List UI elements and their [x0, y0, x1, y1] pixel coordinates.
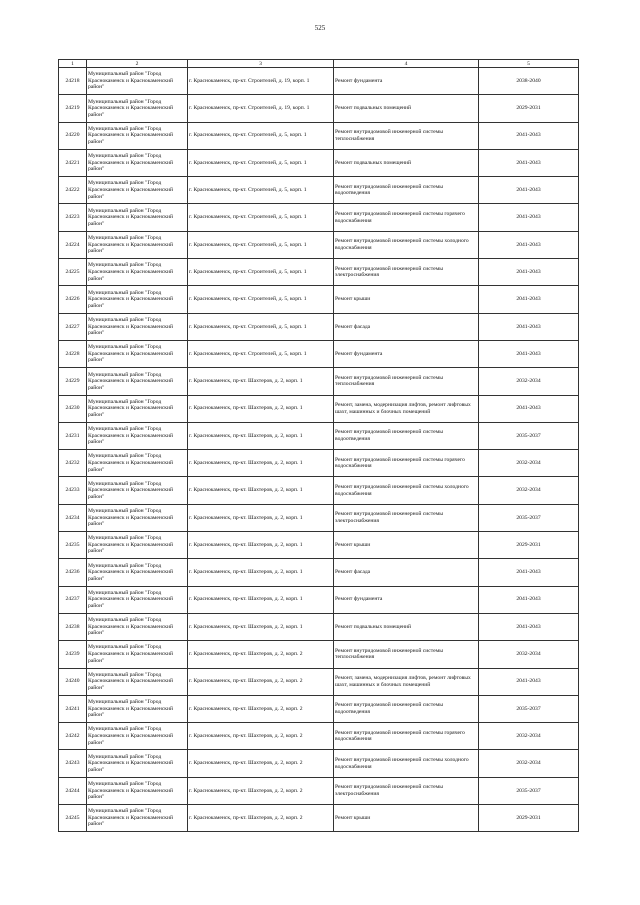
period-cell: 2032-2034	[479, 477, 579, 504]
period-cell: 2041-2043	[479, 122, 579, 149]
period-cell: 2041-2043	[479, 231, 579, 258]
table-row	[59, 641, 579, 668]
work-type-cell: Ремонт внутридомовой инженерной системы теплоснабжения	[334, 122, 479, 149]
table-row	[59, 586, 579, 613]
district-cell: Муниципальный район "Город Краснокаменск и Краснокаменский район"	[87, 422, 188, 449]
period-cell: 2041-2043	[479, 668, 579, 695]
address-cell: г. Краснокаменск, пр-кт. Строителей, д. 5, корп. 1	[188, 340, 334, 367]
period-cell: 2041-2043	[479, 313, 579, 340]
row-number-cell: 24234	[59, 504, 87, 531]
district-cell: Муниципальный район "Город Краснокаменск и Краснокаменский район"	[87, 695, 188, 722]
row-number-cell: 24244	[59, 777, 87, 804]
work-type-cell: Ремонт внутридомовой инженерной системы холодного водоснабжения	[334, 477, 479, 504]
work-type-cell: Ремонт фундамента	[334, 586, 479, 613]
row-number-cell: 24223	[59, 204, 87, 231]
work-type-cell: Ремонт крыши	[334, 532, 479, 559]
table-row	[59, 668, 579, 695]
row-number-cell: 24241	[59, 695, 87, 722]
work-type-cell: Ремонт подвальных помещений	[334, 95, 479, 122]
district-cell: Муниципальный район "Город Краснокаменск и Краснокаменский район"	[87, 613, 188, 640]
row-number-cell: 24229	[59, 368, 87, 395]
district-cell: Муниципальный район "Город Краснокаменск и Краснокаменский район"	[87, 450, 188, 477]
address-cell: г. Краснокаменск, пр-кт. Шахтеров, д. 2, корп. 1	[188, 368, 334, 395]
work-type-cell: Ремонт внутридомовой инженерной системы теплоснабжения	[334, 368, 479, 395]
address-cell: г. Краснокаменск, пр-кт. Шахтеров, д. 2, корп. 1	[188, 613, 334, 640]
row-number-cell: 24218	[59, 68, 87, 95]
table-row	[59, 723, 579, 750]
period-cell: 2035-2037	[479, 695, 579, 722]
work-type-cell: Ремонт внутридомовой инженерной системы горячего водоснабжения	[334, 723, 479, 750]
district-cell: Муниципальный район "Город Краснокаменск и Краснокаменский район"	[87, 149, 188, 176]
table-row	[59, 695, 579, 722]
district-cell: Муниципальный район "Город Краснокаменск и Краснокаменский район"	[87, 231, 188, 258]
district-cell: Муниципальный район "Город Краснокаменск и Краснокаменский район"	[87, 723, 188, 750]
district-cell: Муниципальный район "Город Краснокаменск и Краснокаменский район"	[87, 641, 188, 668]
address-cell: г. Краснокаменск, пр-кт. Строителей, д. 5, корп. 1	[188, 149, 334, 176]
address-cell: г. Краснокаменск, пр-кт. Шахтеров, д. 2, корп. 1	[188, 504, 334, 531]
work-type-cell: Ремонт внутридомовой инженерной системы электроснабжения	[334, 504, 479, 531]
address-cell: г. Краснокаменск, пр-кт. Шахтеров, д. 2, корп. 1	[188, 450, 334, 477]
column-header: 5	[479, 60, 579, 68]
row-number-cell: 24236	[59, 559, 87, 586]
column-number-header-row	[59, 60, 579, 68]
row-number-cell: 24235	[59, 532, 87, 559]
table-row	[59, 559, 579, 586]
address-cell: г. Краснокаменск, пр-кт. Строителей, д. 5, корп. 1	[188, 231, 334, 258]
period-cell: 2041-2043	[479, 259, 579, 286]
row-number-cell: 24231	[59, 422, 87, 449]
page-number: 525	[314, 24, 326, 32]
district-cell: Муниципальный район "Город Краснокаменск и Краснокаменский район"	[87, 368, 188, 395]
table-row	[59, 504, 579, 531]
table-row	[59, 450, 579, 477]
table-row	[59, 259, 579, 286]
table-row	[59, 177, 579, 204]
period-cell: 2032-2034	[479, 723, 579, 750]
work-type-cell: Ремонт, замена, модернизация лифтов, ремонт лифтовых шахт, машинных и блочных помещений	[334, 395, 479, 422]
row-number-cell: 24237	[59, 586, 87, 613]
work-type-cell: Ремонт внутридомовой инженерной системы электроснабжения	[334, 259, 479, 286]
table-row	[59, 422, 579, 449]
row-number-cell: 24228	[59, 340, 87, 367]
period-cell: 2041-2043	[479, 149, 579, 176]
period-cell: 2041-2043	[479, 613, 579, 640]
table-row	[59, 68, 579, 95]
table-row	[59, 149, 579, 176]
district-cell: Муниципальный район "Город Краснокаменск и Краснокаменский район"	[87, 504, 188, 531]
period-cell: 2041-2043	[479, 559, 579, 586]
period-cell: 2041-2043	[479, 340, 579, 367]
period-cell: 2038-2040	[479, 68, 579, 95]
district-cell: Муниципальный район "Город Краснокаменск и Краснокаменский район"	[87, 68, 188, 95]
district-cell: Муниципальный район "Город Краснокаменск и Краснокаменский район"	[87, 259, 188, 286]
work-type-cell: Ремонт крыши	[334, 286, 479, 313]
row-number-cell: 24219	[59, 95, 87, 122]
row-number-cell: 24238	[59, 613, 87, 640]
work-type-cell: Ремонт фундамента	[334, 340, 479, 367]
district-cell: Муниципальный район "Город Краснокаменск и Краснокаменский район"	[87, 395, 188, 422]
table-row	[59, 340, 579, 367]
district-cell: Муниципальный район "Город Краснокаменск и Краснокаменский район"	[87, 340, 188, 367]
address-cell: г. Краснокаменск, пр-кт. Строителей, д. 5, корп. 1	[188, 313, 334, 340]
table-row	[59, 477, 579, 504]
repair-schedule-table	[58, 59, 579, 832]
work-type-cell: Ремонт внутридомовой инженерной системы теплоснабжения	[334, 641, 479, 668]
address-cell: г. Краснокаменск, пр-кт. Шахтеров, д. 2, корп. 1	[188, 559, 334, 586]
table-row	[59, 122, 579, 149]
period-cell: 2035-2037	[479, 504, 579, 531]
address-cell: г. Краснокаменск, пр-кт. Шахтеров, д. 2, корп. 1	[188, 477, 334, 504]
district-cell: Муниципальный район "Город Краснокаменск и Краснокаменский район"	[87, 750, 188, 777]
row-number-cell: 24240	[59, 668, 87, 695]
row-number-cell: 24243	[59, 750, 87, 777]
district-cell: Муниципальный район "Город Краснокаменск и Краснокаменский район"	[87, 95, 188, 122]
address-cell: г. Краснокаменск, пр-кт. Шахтеров, д. 2, корп. 1	[188, 586, 334, 613]
work-type-cell: Ремонт крыши	[334, 805, 479, 832]
address-cell: г. Краснокаменск, пр-кт. Строителей, д. 19, корп. 1	[188, 68, 334, 95]
work-type-cell: Ремонт фасада	[334, 559, 479, 586]
address-cell: г. Краснокаменск, пр-кт. Шахтеров, д. 2, корп. 2	[188, 695, 334, 722]
address-cell: г. Краснокаменск, пр-кт. Шахтеров, д. 2, корп. 1	[188, 422, 334, 449]
district-cell: Муниципальный район "Город Краснокаменск и Краснокаменский район"	[87, 122, 188, 149]
district-cell: Муниципальный район "Город Краснокаменск и Краснокаменский район"	[87, 532, 188, 559]
work-type-cell: Ремонт внутридомовой инженерной системы горячего водоснабжения	[334, 450, 479, 477]
period-cell: 2041-2043	[479, 586, 579, 613]
row-number-cell: 24233	[59, 477, 87, 504]
row-number-cell: 24225	[59, 259, 87, 286]
table-row	[59, 532, 579, 559]
district-cell: Муниципальный район "Город Краснокаменск и Краснокаменский район"	[87, 477, 188, 504]
row-number-cell: 24230	[59, 395, 87, 422]
address-cell: г. Краснокаменск, пр-кт. Шахтеров, д. 2, корп. 2	[188, 750, 334, 777]
work-type-cell: Ремонт фундамента	[334, 68, 479, 95]
district-cell: Муниципальный район "Город Краснокаменск и Краснокаменский район"	[87, 313, 188, 340]
work-type-cell: Ремонт внутридомовой инженерной системы горячего водоснабжения	[334, 204, 479, 231]
row-number-cell: 24242	[59, 723, 87, 750]
work-type-cell: Ремонт внутридомовой инженерной системы водоотведения	[334, 695, 479, 722]
district-cell: Муниципальный район "Город Краснокаменск и Краснокаменский район"	[87, 668, 188, 695]
row-number-cell: 24227	[59, 313, 87, 340]
work-type-cell: Ремонт внутридомовой инженерной системы холодного водоснабжения	[334, 750, 479, 777]
row-number-cell: 24221	[59, 149, 87, 176]
address-cell: г. Краснокаменск, пр-кт. Строителей, д. 5, корп. 1	[188, 204, 334, 231]
table-row	[59, 750, 579, 777]
work-type-cell: Ремонт, замена, модернизация лифтов, ремонт лифтовых шахт, машинных и блочных помещений	[334, 668, 479, 695]
work-type-cell: Ремонт фасада	[334, 313, 479, 340]
row-number-cell: 24232	[59, 450, 87, 477]
address-cell: г. Краснокаменск, пр-кт. Шахтеров, д. 2, корп. 1	[188, 395, 334, 422]
column-header: 3	[188, 60, 334, 68]
address-cell: г. Краснокаменск, пр-кт. Шахтеров, д. 2, корп. 2	[188, 805, 334, 832]
row-number-cell: 24239	[59, 641, 87, 668]
period-cell: 2035-2037	[479, 777, 579, 804]
column-header: 2	[87, 60, 188, 68]
column-header: 4	[334, 60, 479, 68]
table-row	[59, 777, 579, 804]
table-row	[59, 286, 579, 313]
address-cell: г. Краснокаменск, пр-кт. Строителей, д. 5, корп. 1	[188, 122, 334, 149]
column-header: 1	[59, 60, 87, 68]
period-cell: 2041-2043	[479, 395, 579, 422]
period-cell: 2032-2034	[479, 750, 579, 777]
address-cell: г. Краснокаменск, пр-кт. Строителей, д. 5, корп. 1	[188, 177, 334, 204]
table-row	[59, 805, 579, 832]
work-type-cell: Ремонт внутридомовой инженерной системы электроснабжения	[334, 777, 479, 804]
address-cell: г. Краснокаменск, пр-кт. Шахтеров, д. 2, корп. 1	[188, 532, 334, 559]
address-cell: г. Краснокаменск, пр-кт. Шахтеров, д. 2, корп. 2	[188, 641, 334, 668]
district-cell: Муниципальный район "Город Краснокаменск и Краснокаменский район"	[87, 177, 188, 204]
work-type-cell: Ремонт внутридомовой инженерной системы водоотведения	[334, 422, 479, 449]
district-cell: Муниципальный район "Город Краснокаменск и Краснокаменский район"	[87, 805, 188, 832]
address-cell: г. Краснокаменск, пр-кт. Шахтеров, д. 2, корп. 2	[188, 723, 334, 750]
row-number-cell: 24220	[59, 122, 87, 149]
period-cell: 2032-2034	[479, 368, 579, 395]
table-row	[59, 231, 579, 258]
period-cell: 2032-2034	[479, 641, 579, 668]
row-number-cell: 24245	[59, 805, 87, 832]
period-cell: 2029-2031	[479, 532, 579, 559]
district-cell: Муниципальный район "Город Краснокаменск и Краснокаменский район"	[87, 559, 188, 586]
address-cell: г. Краснокаменск, пр-кт. Строителей, д. 19, корп. 1	[188, 95, 334, 122]
district-cell: Муниципальный район "Город Краснокаменск и Краснокаменский район"	[87, 586, 188, 613]
district-cell: Муниципальный район "Город Краснокаменск и Краснокаменский район"	[87, 777, 188, 804]
period-cell: 2041-2043	[479, 177, 579, 204]
table-row	[59, 313, 579, 340]
table-row	[59, 95, 579, 122]
row-number-cell: 24224	[59, 231, 87, 258]
address-cell: г. Краснокаменск, пр-кт. Строителей, д. 5, корп. 1	[188, 286, 334, 313]
work-type-cell: Ремонт внутридомовой инженерной системы холодного водоснабжения	[334, 231, 479, 258]
period-cell: 2029-2031	[479, 95, 579, 122]
district-cell: Муниципальный район "Город Краснокаменск и Краснокаменский район"	[87, 204, 188, 231]
work-type-cell: Ремонт внутридомовой инженерной системы водоотведения	[334, 177, 479, 204]
table-row	[59, 395, 579, 422]
address-cell: г. Краснокаменск, пр-кт. Строителей, д. 5, корп. 1	[188, 259, 334, 286]
period-cell: 2035-2037	[479, 422, 579, 449]
district-cell: Муниципальный район "Город Краснокаменск и Краснокаменский район"	[87, 286, 188, 313]
row-number-cell: 24222	[59, 177, 87, 204]
table-row	[59, 204, 579, 231]
table-row	[59, 368, 579, 395]
period-cell: 2041-2043	[479, 286, 579, 313]
table-row	[59, 613, 579, 640]
work-type-cell: Ремонт подвальных помещений	[334, 149, 479, 176]
address-cell: г. Краснокаменск, пр-кт. Шахтеров, д. 2, корп. 2	[188, 777, 334, 804]
address-cell: г. Краснокаменск, пр-кт. Шахтеров, д. 2, корп. 2	[188, 668, 334, 695]
row-number-cell: 24226	[59, 286, 87, 313]
work-type-cell: Ремонт подвальных помещений	[334, 613, 479, 640]
period-cell: 2041-2043	[479, 204, 579, 231]
period-cell: 2032-2034	[479, 450, 579, 477]
period-cell: 2029-2031	[479, 805, 579, 832]
